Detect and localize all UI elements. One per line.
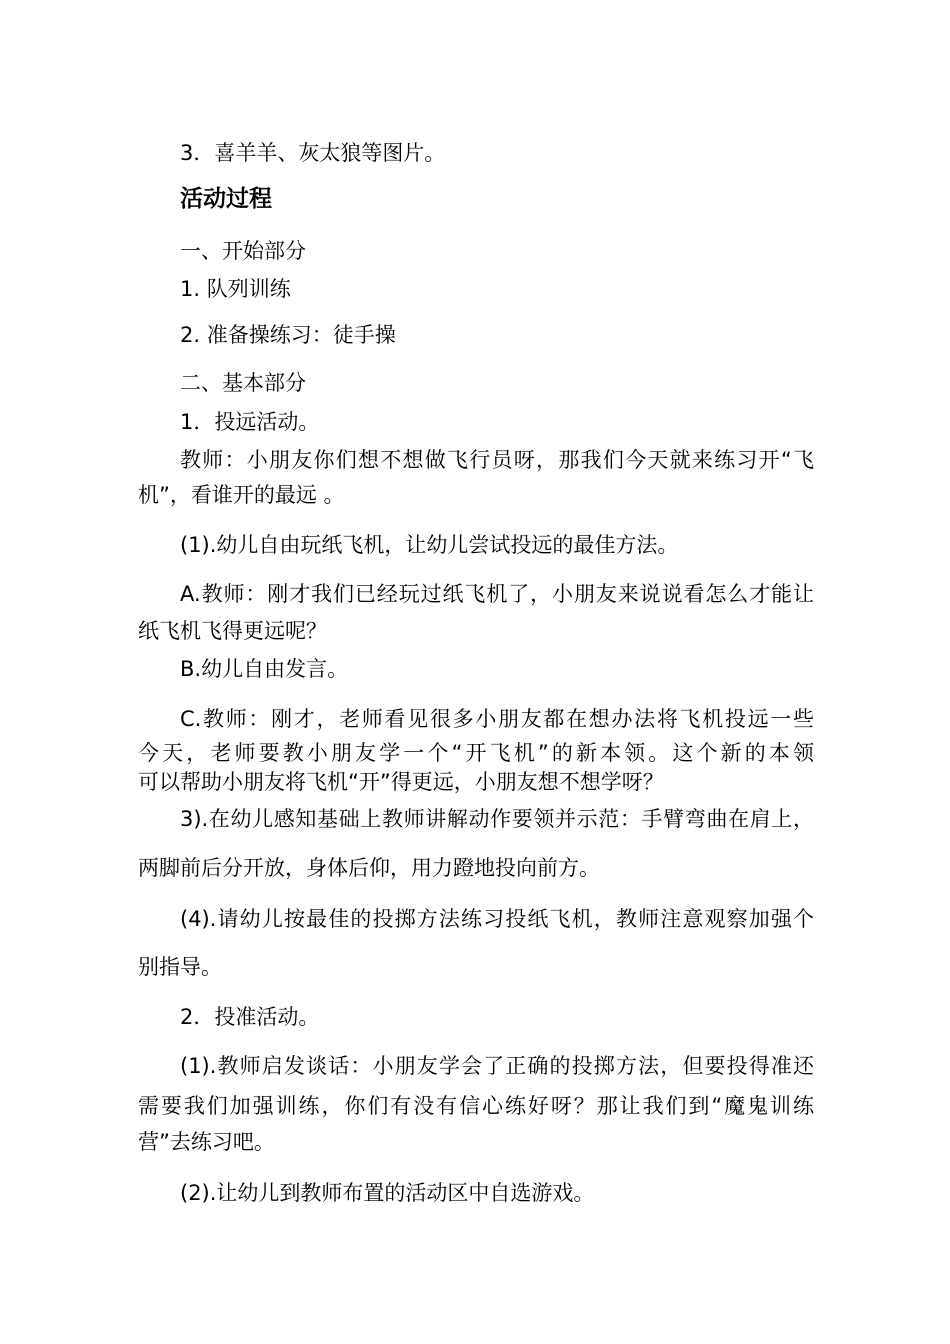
paragraph-line: B.幼儿自由发言。 bbox=[180, 657, 349, 681]
section-heading-activity-process: 活动过程 bbox=[180, 186, 272, 212]
paragraph-line: A.教师：刚才我们已经玩过纸飞机了，小朋友来说说看怎么才能让 bbox=[180, 582, 814, 606]
paragraph-line: (4).请幼儿按最佳的投掷方法练习投纸飞机，教师注意观察加强个 bbox=[180, 907, 814, 931]
paragraph-line: (1).教师启发谈话：小朋友学会了正确的投掷方法，但要投得准还 bbox=[180, 1054, 814, 1078]
paragraph-line: 3).在幼儿感知基础上教师讲解动作要领并示范：手臂弯曲在肩上， bbox=[180, 807, 814, 831]
activity-throw-accurate-title: 2．投准活动。 bbox=[180, 1005, 320, 1029]
paragraph-line: 纸飞机飞得更远呢？ bbox=[138, 619, 327, 643]
paragraph-line: 今天，老师要教小朋友学一个“开飞机”的新本领。这个新的本领 bbox=[138, 741, 814, 765]
paragraph-line: 两脚前后分开放，身体后仰，用力蹬地投向前方。 bbox=[138, 856, 600, 880]
paragraph-line: 需要我们加强训练，你们有没有信心练好呀？那让我们到“魔鬼训练 bbox=[138, 1094, 814, 1118]
paragraph-line: (2).让幼儿到教师布置的活动区中自选游戏。 bbox=[180, 1181, 595, 1205]
paragraph-line: 可以帮助小朋友将飞机“开”得更远，小朋友想不想学呀？ bbox=[138, 770, 664, 794]
part-heading-basic: 二、基本部分 bbox=[180, 371, 306, 395]
step-warmup-exercise: 2. 准备操练习：徒手操 bbox=[180, 323, 396, 347]
paragraph-line: (1).幼儿自由玩纸飞机，让幼儿尝试投远的最佳方法。 bbox=[180, 533, 679, 557]
activity-throw-far-title: 1．投远活动。 bbox=[180, 410, 320, 434]
material-item-3: 3．喜羊羊、灰太狼等图片。 bbox=[180, 141, 446, 165]
paragraph-line: 别指导。 bbox=[138, 955, 222, 979]
paragraph-line: 营”去练习吧。 bbox=[138, 1130, 275, 1154]
paragraph-line: 机”，看谁开的最远 。 bbox=[138, 483, 345, 507]
paragraph-line: C.教师：刚才，老师看见很多小朋友都在想办法将飞机投远一些 bbox=[180, 707, 814, 731]
step-queue-training: 1. 队列训练 bbox=[180, 277, 291, 301]
paragraph-line: 教师：小朋友你们想不想做飞行员呀，那我们今天就来练习开“飞 bbox=[180, 448, 814, 472]
part-heading-start: 一、开始部分 bbox=[180, 239, 306, 263]
